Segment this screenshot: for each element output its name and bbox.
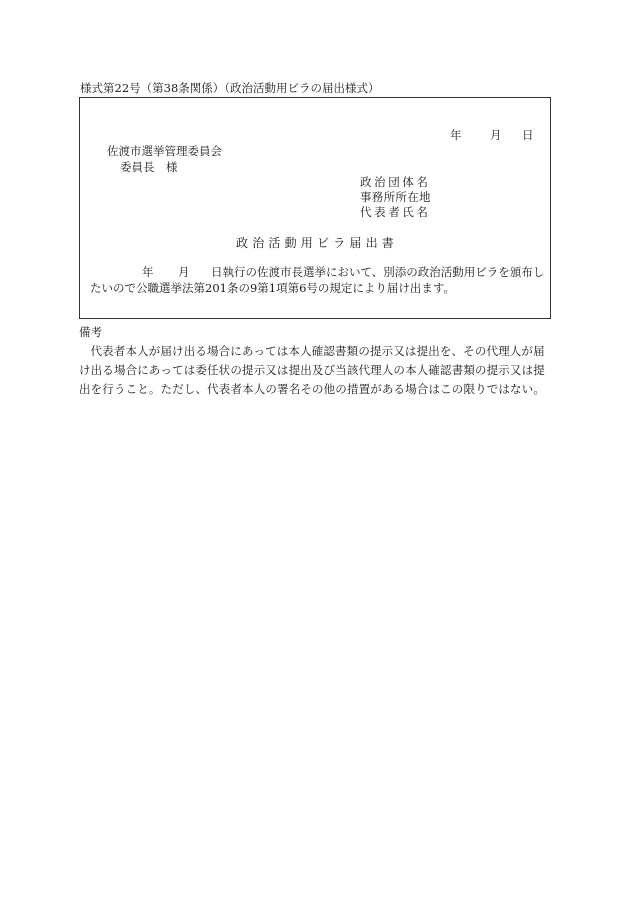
org-name-label: 政治団体名 xyxy=(360,175,431,189)
date-month-unit: 月 xyxy=(490,128,502,142)
addressee-chair: 委員長 様 xyxy=(120,160,178,174)
remarks-text: 代表者本人が届け出る場合にあっては本人確認書類の提示又は提出を、その代理人が届け出る場合にあっては委任状の提示又は提出及び当該代理人の本人確認書類の提示又は提出を行うこと。ただし、代表者本人の署名その他の措置がある場合はこの限りではない。 xyxy=(79,344,545,396)
notification-body xyxy=(90,264,546,296)
addressee-committee: 佐渡市選挙管理委員会 xyxy=(107,144,222,158)
body-day-unit: 日 xyxy=(211,265,223,279)
form-title: 様式第22号（第38条関係）（政治活動用ビラの届出様式） xyxy=(80,81,380,95)
date-year-unit: 年 xyxy=(450,128,462,142)
body-year-unit: 年 xyxy=(142,265,154,279)
date-line xyxy=(450,127,534,143)
remarks-heading: 備考 xyxy=(79,325,102,339)
body-month-unit: 月 xyxy=(178,265,190,279)
representative-label: 代表者氏名 xyxy=(360,205,431,219)
office-address-label: 事務所所在地 xyxy=(360,190,431,204)
body-text: 執行の佐渡市長選挙において、別添の政治活動用ビラを頒布したいので公職選挙法第201条の9第1項第6号の規定により届け出ます。 xyxy=(90,265,545,295)
date-day-unit: 日 xyxy=(522,128,534,142)
document-heading: 政治活動用ビラ届出書 xyxy=(236,236,399,250)
